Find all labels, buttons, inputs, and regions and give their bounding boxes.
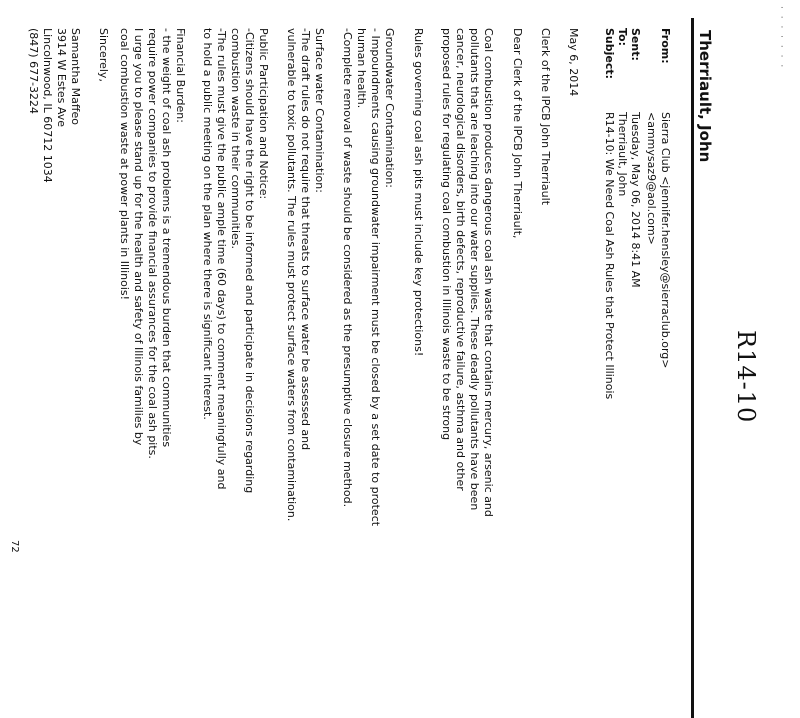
participation-line: combustion waste in their communities. xyxy=(229,28,242,250)
docket-number: R14-10 xyxy=(732,330,760,424)
salutation: Dear Clerk of the IPCB John Therriault, xyxy=(511,28,524,239)
header-label: To: xyxy=(616,28,629,46)
recipient: Clerk of the IPCB John Therriault xyxy=(539,28,552,206)
financial-line: Financial Burden: xyxy=(174,28,187,123)
groundwater-line: -Complete removal of waste should be considered as the presumptive closure method. xyxy=(341,28,354,508)
letter-date: May 6, 2014 xyxy=(567,28,580,97)
intro-paragraph-line: pollutants that are leaching into our water supplies. These deadly pollutants have been xyxy=(468,28,481,511)
signature-line: (847) 677-3224 xyxy=(27,28,40,115)
surface-water-line: Surface water Contamination: xyxy=(313,28,326,193)
page-number: 72 xyxy=(9,540,20,553)
header-label: Subject: xyxy=(603,28,616,80)
signature-line: Lincolnwood, IL 60712 1034 xyxy=(41,28,54,183)
header-value: Tuesday, May 06, 2014 8:41 AM xyxy=(629,112,642,288)
intro-paragraph-line: proposed rules for regulating coal combustion in Illinois waste to be strong xyxy=(440,28,453,441)
signoff: Sincerely, xyxy=(97,28,110,82)
signature-line: 3914 W Estes Ave xyxy=(55,28,68,128)
financial-line: require power companies to provide financial assurances for the coal ash pits. xyxy=(146,28,159,459)
participation-line: -The rules must give the public ample time (60 days) to comment meaningfully and xyxy=(215,28,228,490)
groundwater-line: human health. xyxy=(355,28,368,109)
surface-water-line: vulnerable to toxic pollutants. The rules must protect surface waters from contamination. xyxy=(285,28,298,522)
header-value: R14-10: We Need Coal Ash Rules that Protect Illinois xyxy=(603,112,616,400)
groundwater-line: - Impoundments causing groundwater impairment must be closed by a set date to protect xyxy=(369,28,382,527)
surface-water-line: -The draft rules do not require that threats to surface water be assessed and xyxy=(299,28,312,451)
header-label: Sent: xyxy=(629,28,642,61)
financial-line: - the weight of coal ash problems is a tremendous burden that communities xyxy=(160,28,173,448)
header-rule xyxy=(691,18,694,718)
header-label: From: xyxy=(659,28,672,64)
participation-line: Public Participation and Notice: xyxy=(257,28,270,200)
intro-paragraph-line: Coal combustion produces dangerous coal ash waste that contains mercury, arsenic and xyxy=(482,28,495,517)
closing-paragraph-line: coal combustion waste at power plants in Illinois! xyxy=(118,28,131,301)
sender-name: Therriault, John xyxy=(696,30,714,163)
participation-line: -Citizens should have the right to be informed and participate in decisions regarding xyxy=(243,28,256,494)
intro-paragraph-line: cancer, neurological disorders, birth defects, reproductive failure, asthma and other xyxy=(454,28,467,491)
header-value: <ammysaz9@aol.com> xyxy=(645,112,658,245)
groundwater-line: Groundwater Contamination: xyxy=(383,28,396,188)
header-value: Sierra Club <jennifer.hensley@sierraclub.org> xyxy=(659,112,672,369)
signature-line: Samantha Maffeo xyxy=(69,28,82,125)
participation-line: to hold a public meeting on the plan where there is significant interest. xyxy=(201,28,214,420)
header-value: Therriault, John xyxy=(616,112,629,197)
scan-artifact: · · · · · · · xyxy=(776,6,786,70)
closing-paragraph-line: I urge you to please stand up for the health and safety of Illinois families by xyxy=(132,28,145,446)
rules-heading: Rules governing coal ash pits must include key protections! xyxy=(412,28,425,357)
